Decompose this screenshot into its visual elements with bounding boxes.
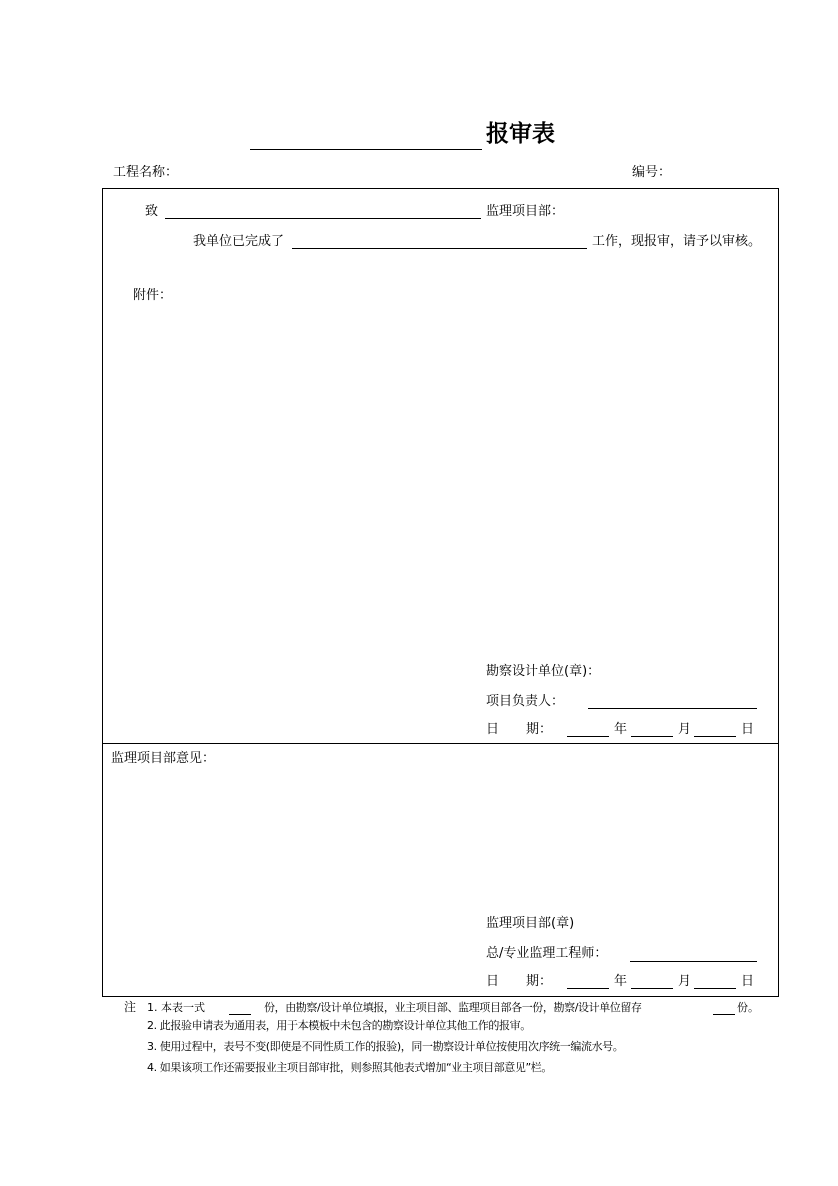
copies-blank-line[interactable]: [229, 1014, 251, 1015]
month2-label: 月: [678, 974, 692, 989]
note-1-part-a: 1. 本表一式: [147, 1001, 205, 1014]
year-blank-line[interactable]: [567, 736, 609, 737]
month-blank-line[interactable]: [631, 736, 673, 737]
title-blank-line[interactable]: [250, 149, 482, 150]
date2-label-char2: 期：: [526, 974, 553, 989]
supervision-opinion-section: [102, 743, 779, 997]
date2-label-char1: 日: [486, 974, 500, 989]
year2-label: 年: [614, 974, 628, 989]
note-4: 4. 如果该项工作还需要报业主项目部审批，则参照其他表式增加“业主项目部意见”栏。: [147, 1061, 552, 1074]
submission-section: [102, 188, 779, 744]
to-label: 致: [145, 204, 159, 219]
completed-prefix: 我单位已完成了: [193, 234, 285, 249]
note-2: 2. 此报验申请表为通用表，用于本模板中未包含的勘察设计单位其他工作的报审。: [147, 1019, 531, 1032]
project-leader-label: 项目负责人：: [486, 694, 565, 709]
project-leader-blank-line[interactable]: [588, 708, 757, 709]
year-label: 年: [614, 722, 628, 737]
project-name-label: 工程名称：: [113, 165, 179, 180]
notes-prefix: 注: [124, 1000, 137, 1014]
work-item-blank-line[interactable]: [292, 248, 587, 249]
chief-engineer-label: 总/专业监理工程师：: [486, 946, 608, 961]
note-1-part-c: 份。: [737, 1001, 759, 1014]
page-title: 报审表: [486, 121, 555, 147]
recipient-blank-line[interactable]: [165, 218, 481, 219]
retained-copies-blank-line[interactable]: [713, 1014, 735, 1015]
design-unit-seal-label: 勘察设计单位(章)：: [486, 664, 601, 679]
date-label-char1: 日: [486, 722, 500, 737]
day2-blank-line[interactable]: [694, 988, 736, 989]
completed-suffix: 工作，现报审，请予以审核。: [592, 234, 762, 249]
day-blank-line[interactable]: [694, 736, 736, 737]
attachment-label: 附件：: [133, 288, 173, 303]
date-label-char2: 期：: [526, 722, 553, 737]
chief-engineer-blank-line[interactable]: [630, 961, 757, 962]
supervision-dept-seal-label: 监理项目部(章): [486, 916, 575, 931]
month-label: 月: [678, 722, 692, 737]
day-label: 日: [741, 722, 755, 737]
serial-number-label: 编号：: [632, 165, 672, 180]
note-1-part-b: 份，由勘察/设计单位填报，业主项目部、监理项目部各一份，勘察/设计单位留存: [264, 1001, 642, 1014]
day2-label: 日: [741, 974, 755, 989]
recipient-label: 监理项目部：: [486, 204, 565, 219]
supervision-opinion-label: 监理项目部意见：: [111, 751, 216, 766]
month2-blank-line[interactable]: [631, 988, 673, 989]
note-3: 3. 使用过程中，表号不变(即使是不同性质工作的报验)，同一勘察设计单位按使用次序统一编流水号。: [147, 1040, 624, 1053]
year2-blank-line[interactable]: [567, 988, 609, 989]
